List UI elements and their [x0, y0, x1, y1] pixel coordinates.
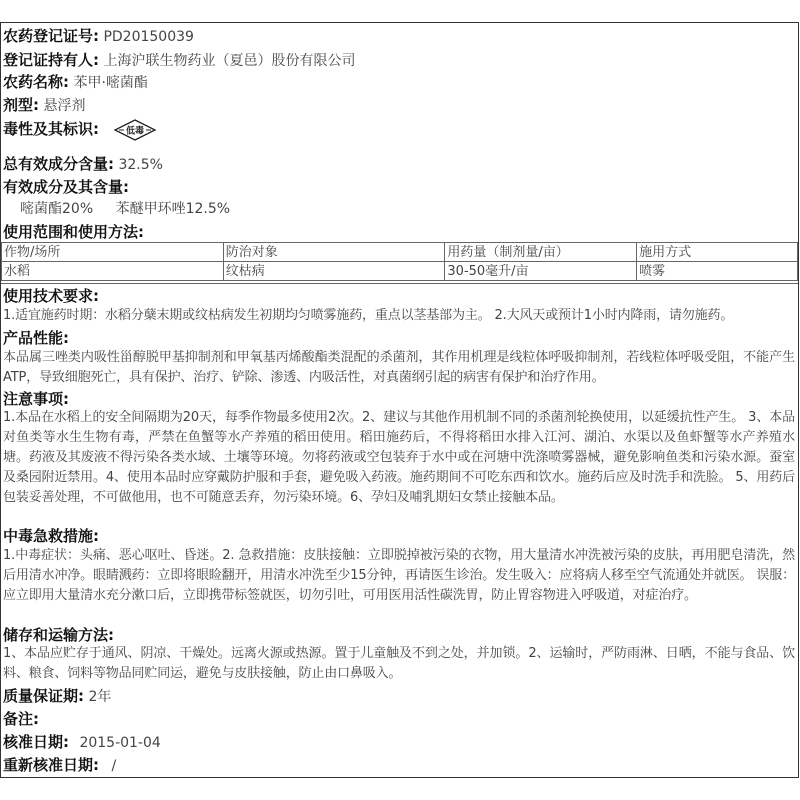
holder-label: 登记证持有人:: [3, 51, 99, 69]
ingredient-item: 嘧菌酯20%: [20, 201, 94, 217]
tech-title-row: [3, 286, 99, 307]
holder-row: [3, 50, 355, 71]
ingredient-item: 苯醚甲环唑12.5%: [115, 201, 231, 217]
formulation-row: [3, 95, 85, 116]
registration-value: PD20150039: [103, 29, 194, 45]
pesticide-name-value: 苯甲·嘧菌酯: [73, 75, 148, 91]
approval-date-row: [3, 732, 161, 753]
registration-row: [3, 26, 194, 47]
usage-header-crop: 作物/场所: [2, 243, 224, 262]
performance-label: 产品性能:: [3, 329, 69, 347]
low-toxicity-badge-icon: [113, 118, 157, 142]
formulation-label: 剂型:: [3, 96, 39, 114]
pesticide-name-row: [3, 72, 148, 93]
reapproval-date-value: /: [111, 758, 117, 774]
tech-label: 使用技术要求:: [3, 287, 99, 305]
usage-title-row: [3, 222, 144, 243]
registration-label: 农药登记证号:: [3, 27, 99, 45]
pesticide-name-label: 农药名称:: [3, 73, 69, 91]
approval-date-value: 2015-01-04: [79, 735, 161, 751]
performance-title-row: [3, 328, 69, 349]
ingredients-label: 有效成分及其含量:: [3, 178, 129, 196]
usage-cell-dosage: 30-50毫升/亩: [445, 262, 637, 281]
usage-header-target: 防治对象: [223, 243, 445, 262]
storage-label: 储存和运输方法:: [3, 626, 114, 644]
notes-title-row: [3, 389, 69, 410]
total-content-row: [3, 154, 163, 175]
storage-title-row: [3, 625, 114, 646]
section-divider: [1, 283, 798, 284]
notes-label: 注意事项:: [3, 390, 69, 408]
formulation-value: 悬浮剂: [43, 98, 86, 114]
performance-text: 本品属三唑类内吸性甾醇脱甲基抑制剂和甲氧基丙烯酸酯类混配的杀菌剂，其作用机理是线粒体呼吸抑制剂，若线粒体呼吸受阻，不能产生ATP，导致细胞死亡，具有保护、治疗、铲除、渗透、内吸活性，对真菌纲引起的病害有保护和治疗作用。: [3, 350, 795, 385]
usage-cell-method: 喷雾: [637, 262, 798, 281]
first-aid-text: 1.中毒症状：头痛、恶心呕吐、昏迷。2. 急救措施：皮肤接触：立即脱掉被污染的衣物，用大量清水冲洗被污染的皮肤，再用肥皂清洗，然后用清水冲净。眼睛溅药：立即将眼睑翻开，用清水冲洗至少15分钟，再请医生诊治。发生吸入：应将病人移至空气流通处并就医。 误服：应立即用大量清水充分漱口后，立即携带标签就医，切勿引吐，可用医用活性碳洗胃，防止胃容物进入呼吸道，对症治疗。: [3, 548, 795, 603]
usage-cell-target: 纹枯病: [223, 262, 445, 281]
total-content-value: 32.5%: [118, 157, 163, 173]
toxicity-row: [3, 118, 157, 142]
tech-text: 1.适宜施药时期：水稻分蘖末期或纹枯病发生初期均匀喷雾施药，重点以茎基部为主。 2.大风天或预计1小时内降雨，请勿施药。: [3, 308, 734, 323]
warranty-value: 2年: [88, 689, 112, 705]
remarks-row: [3, 709, 39, 730]
ingredients-row: [3, 177, 129, 198]
low-toxicity-badge-text: 低毒: [126, 126, 145, 137]
total-content-label: 总有效成分含量:: [3, 155, 114, 173]
reapproval-date-label: 重新核准日期:: [3, 756, 99, 774]
warranty-row: [3, 686, 111, 707]
approval-date-label: 核准日期:: [3, 733, 69, 751]
usage-table-header: [2, 243, 798, 262]
usage-cell-crop: 水稻: [2, 262, 224, 281]
usage-table: [1, 242, 798, 281]
first-aid-title-row: [3, 526, 99, 547]
toxicity-label: 毒性及其标识:: [3, 120, 99, 138]
notes-text: 1.本品在水稻上的安全间隔期为20天，每季作物最多使用2次。2、建议与其他作用机制不同的杀菌剂轮换使用，以延缓抗性产生。 3、本品对鱼类等水生生物有毒，严禁在鱼蟹等水产养殖的稻田使用。稻田施药后，不得将稻田水排入江河、湖泊、水渠以及鱼虾蟹等水产养殖水塘。药液及其废液不得污染各类水域、土壤等环境。勿将药液或空包装弃于水中或在河塘中洗涤喷雾器械，避免影响鱼类和污染水源。蚕室及桑园附近禁用。4、使用本品时应穿戴防护服和手套，避免吸入药液。施药期间不可吃东西和饮水。施药后应及时洗手和洗脸。 5、用药后包装妥善处理，不可做他用，也不可随意丢弃，勿污染环境。6、孕妇及哺乳期妇女禁止接触本品。: [3, 410, 795, 505]
ingredients-list: [20, 199, 230, 219]
remarks-label: 备注:: [3, 710, 39, 728]
storage-text: 1、本品应贮存于通风、阴凉、干燥处。远离火源或热源。置于儿童触及不到之处，并加锁。2、运输时，严防雨淋、日晒，不能与食品、饮料、粮食、饲料等物品同贮同运，避免与皮肤接触，防止由口鼻吸入。: [3, 646, 795, 681]
first-aid-label: 中毒急救措施:: [3, 527, 99, 545]
table-row: [2, 262, 798, 281]
reapproval-date-row: [3, 755, 116, 776]
warranty-label: 质量保证期:: [3, 687, 84, 705]
usage-header-dosage: 用药量（制剂量/亩）: [445, 243, 637, 262]
usage-label: 使用范围和使用方法:: [3, 223, 144, 241]
usage-header-method: 施用方式: [637, 243, 798, 262]
holder-value: 上海沪联生物药业（夏邑）股份有限公司: [103, 53, 356, 69]
